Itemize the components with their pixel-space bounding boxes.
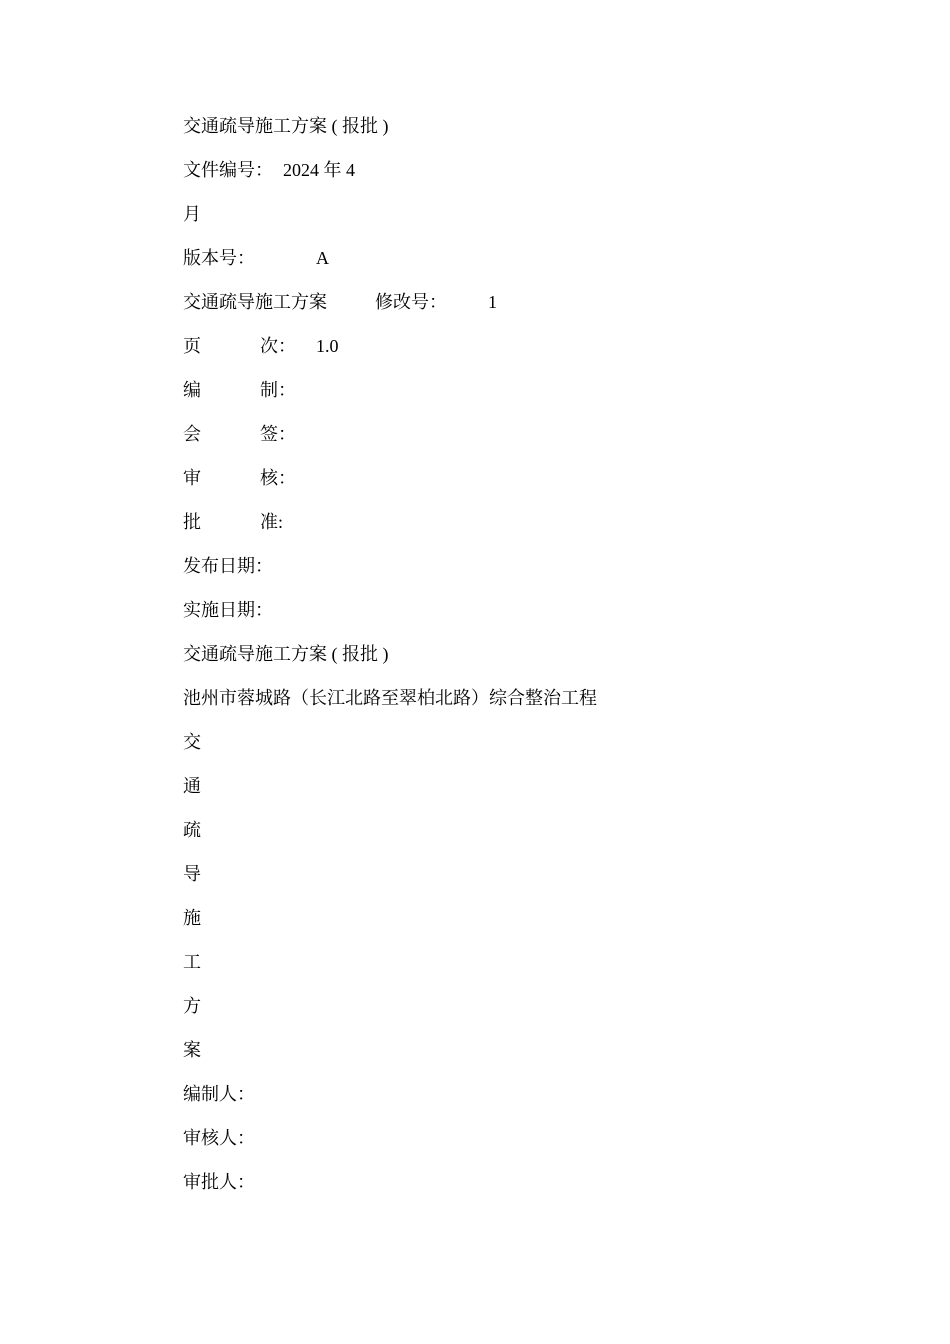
file-number-value: 2024 年 4 — [283, 160, 355, 180]
vertical-title-char-4: 导 — [183, 864, 201, 884]
revision-value: 1 — [488, 292, 497, 312]
approve-label-b: 准: — [260, 512, 284, 532]
review-label-a: 审 — [183, 468, 201, 488]
page-label-b: 次： — [260, 336, 296, 356]
countersign-label-a: 会 — [183, 424, 201, 444]
vertical-title-char-1: 交 — [183, 732, 201, 752]
page-value: 1.0 — [316, 336, 339, 356]
vertical-title-char-8: 案 — [183, 1040, 201, 1060]
second-title-text: 交通疏导施工方案 ( 报批 ) — [183, 644, 389, 664]
approver-label: 审批人： — [183, 1172, 255, 1192]
review-label-b: 核： — [260, 468, 296, 488]
page-label-a: 页 — [183, 336, 201, 356]
reviewer-label: 审核人： — [183, 1128, 255, 1148]
compiler-label: 编制人： — [183, 1084, 255, 1104]
plan-name: 交通疏导施工方案 — [183, 292, 327, 312]
countersign-label-b: 签： — [260, 424, 296, 444]
cover-title-text: 交通疏导施工方案 ( 报批 ) — [183, 116, 389, 136]
compile-label-a: 编 — [183, 380, 201, 400]
vertical-title-char-7: 方 — [183, 996, 201, 1016]
project-name-text: 池州市蓉城路（长江北路至翠柏北路）综合整治工程 — [183, 688, 597, 708]
version-value: A — [316, 248, 329, 268]
vertical-title-char-5: 施 — [183, 908, 201, 928]
vertical-title-char-3: 疏 — [183, 820, 201, 840]
file-number-label: 文件编号： — [183, 160, 273, 180]
approve-label-a: 批 — [183, 512, 201, 532]
vertical-title-char-2: 通 — [183, 776, 201, 796]
compile-label-b: 制： — [260, 380, 296, 400]
implement-date-label: 实施日期： — [183, 600, 273, 620]
version-label: 版本号： — [183, 248, 255, 268]
release-date-label: 发布日期： — [183, 556, 273, 576]
revision-label: 修改号： — [375, 292, 447, 312]
vertical-title-char-6: 工 — [183, 952, 201, 972]
month-char: 月 — [183, 204, 201, 224]
